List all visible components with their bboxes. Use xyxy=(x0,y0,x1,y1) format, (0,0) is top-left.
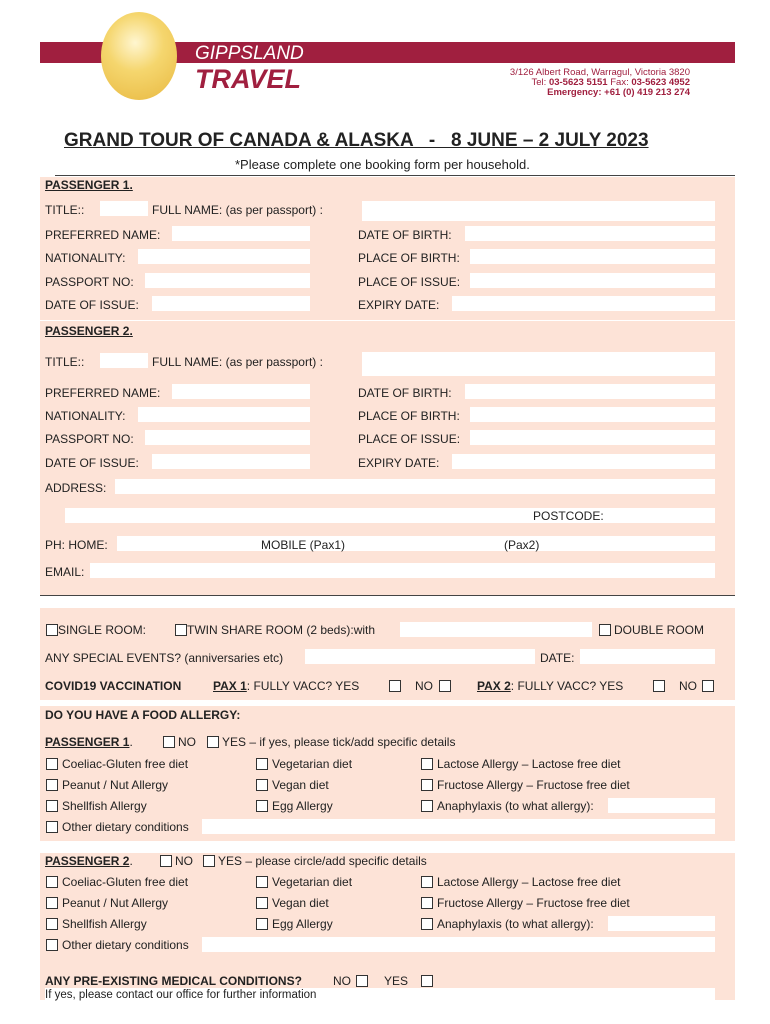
pax1-vacc xyxy=(213,679,359,693)
p2-allergy-option-label: Vegan diet xyxy=(272,896,329,910)
yes-label: YES – please circle/add specific details xyxy=(218,854,427,868)
date-label: DATE: xyxy=(540,651,575,665)
p1-other-dietary-checkbox[interactable] xyxy=(46,821,58,833)
p2-nationality-field[interactable] xyxy=(138,407,310,422)
food-allergy-heading: DO YOU HAVE A FOOD ALLERGY: xyxy=(45,708,241,722)
p1-allergy-option-checkbox[interactable] xyxy=(256,758,268,770)
p2-allergy-option-label: Shellfish Allergy xyxy=(62,917,147,931)
event-date-field[interactable] xyxy=(580,649,715,664)
p1-doi-field[interactable] xyxy=(152,296,310,311)
p1-nationality-field[interactable] xyxy=(138,249,310,264)
p1-anaphylaxis-field[interactable] xyxy=(608,798,715,813)
p1-other-dietary-label: Other dietary conditions xyxy=(62,820,189,834)
expiry-label: EXPIRY DATE: xyxy=(358,456,440,470)
address-field-1[interactable] xyxy=(115,479,715,494)
p1-allergy-option-checkbox[interactable] xyxy=(46,800,58,812)
p1-allergy-option-checkbox[interactable] xyxy=(421,758,433,770)
p2-passport-field[interactable] xyxy=(145,430,310,445)
p2-allergy-option-checkbox[interactable] xyxy=(46,876,58,888)
double-room-label: DOUBLE ROOM xyxy=(614,623,705,637)
special-events-label: ANY SPECIAL EVENTS? (anniversaries etc) xyxy=(45,651,284,665)
pax1-label: PAX 1 xyxy=(213,679,247,693)
p1-allergy-option-label: Anaphylaxis (to what allergy): xyxy=(437,799,594,813)
medical-no-label: NO xyxy=(333,974,351,988)
p1-allergy-option-checkbox[interactable] xyxy=(421,800,433,812)
p1-allergy-yes-checkbox[interactable] xyxy=(207,736,219,748)
mobile-label: MOBILE (Pax1) xyxy=(261,538,346,552)
ph-home-field[interactable] xyxy=(117,536,715,551)
poi-label: PLACE OF ISSUE: xyxy=(358,275,461,289)
pax1-question: : FULLY VACC? YES xyxy=(246,679,360,693)
pob-label: PLACE OF BIRTH: xyxy=(358,251,460,265)
p2-allergy-option-checkbox[interactable] xyxy=(421,876,433,888)
brand-bottom: TRAVEL xyxy=(195,64,301,94)
pax1-yes-checkbox[interactable] xyxy=(389,680,401,692)
p1-allergy-option-label: Lactose Allergy – Lactose free diet xyxy=(437,757,621,771)
passenger2-heading: PASSENGER 2. xyxy=(45,324,133,338)
p2-allergy-option-checkbox[interactable] xyxy=(421,897,433,909)
p1-dob-field[interactable] xyxy=(465,226,715,241)
doi-label: DATE OF ISSUE: xyxy=(45,298,139,312)
pax2-vacc xyxy=(477,679,623,693)
passenger1-heading: PASSENGER 1. xyxy=(45,178,133,192)
double-room-checkbox[interactable] xyxy=(599,624,611,636)
p1-expiry-field[interactable] xyxy=(452,296,715,311)
full-name-label: FULL NAME: (as per passport) : xyxy=(152,203,323,217)
p2-doi-field[interactable] xyxy=(152,454,310,469)
p1-allergy-no-checkbox[interactable] xyxy=(163,736,175,748)
p1-allergy-option-label: Shellfish Allergy xyxy=(62,799,147,813)
single-room-checkbox[interactable] xyxy=(46,624,58,636)
p2-allergy-option-checkbox[interactable] xyxy=(256,897,268,909)
yes-label: YES – if yes, please tick/add specific details xyxy=(222,735,456,749)
p2-preferred-name-field[interactable] xyxy=(172,384,310,399)
p2-allergy-option-label: Anaphylaxis (to what allergy): xyxy=(437,917,594,931)
p2-allergy-option-checkbox[interactable] xyxy=(421,918,433,930)
medical-yes-checkbox[interactable] xyxy=(421,975,433,987)
p1-title-field[interactable] xyxy=(100,201,148,216)
passenger1-allergy xyxy=(45,735,133,749)
p2-poi-field[interactable] xyxy=(470,430,715,445)
emergency-label: Emergency: xyxy=(547,87,602,98)
globe-logo xyxy=(101,12,177,100)
dot: . xyxy=(129,854,133,868)
pax2-question: : FULLY VACC? YES xyxy=(510,679,624,693)
pax2-label: (Pax2) xyxy=(504,538,540,552)
page-title: GRAND TOUR OF CANADA & ALASKA - 8 JUNE – 2 JULY 2023 xyxy=(64,130,649,151)
p1-allergy-option-label: Coeliac-Gluten free diet xyxy=(62,757,189,771)
poi-label: PLACE OF ISSUE: xyxy=(358,432,461,446)
p2-expiry-field[interactable] xyxy=(452,454,715,469)
p2-other-dietary-field[interactable] xyxy=(202,937,715,952)
title-label: TITLE:: xyxy=(45,355,85,369)
tel-label: Tel: xyxy=(531,77,547,88)
p1-allergy-option-label: Vegan diet xyxy=(272,778,329,792)
nationality-label: NATIONALITY: xyxy=(45,409,126,423)
p1-allergy-option-checkbox[interactable] xyxy=(256,800,268,812)
p2-full-name-field[interactable] xyxy=(362,352,715,376)
p2-other-dietary-checkbox[interactable] xyxy=(46,939,58,951)
fax-label: Fax: xyxy=(610,77,629,88)
email-field[interactable] xyxy=(90,563,715,578)
address-label: ADDRESS: xyxy=(45,481,107,495)
pob-label: PLACE OF BIRTH: xyxy=(358,409,460,423)
postcode-label: POSTCODE: xyxy=(533,509,604,523)
expiry-label: EXPIRY DATE: xyxy=(358,298,440,312)
p2-other-dietary-label: Other dietary conditions xyxy=(62,938,189,952)
tel: 03-5623 5151 xyxy=(548,77,608,88)
twin-room-checkbox[interactable] xyxy=(175,624,187,636)
passport-label: PASSPORT NO: xyxy=(45,275,134,289)
address-field-2[interactable] xyxy=(65,508,715,523)
title-label: TITLE:: xyxy=(45,203,85,217)
special-events-field[interactable] xyxy=(305,649,535,664)
p1-allergy-option-label: Peanut / Nut Allergy xyxy=(62,778,169,792)
p1-poi-field[interactable] xyxy=(470,273,715,288)
p2-allergy-option-label: Coeliac-Gluten free diet xyxy=(62,875,189,889)
ph-home-label: PH: HOME: xyxy=(45,538,108,552)
emergency-line xyxy=(510,88,690,98)
no-label: NO xyxy=(175,854,193,868)
preferred-name-label: PREFERRED NAME: xyxy=(45,386,161,400)
nationality-label: NATIONALITY: xyxy=(45,251,126,265)
p1-passport-field[interactable] xyxy=(145,273,310,288)
p2-pob-field[interactable] xyxy=(470,407,715,422)
pax2-no-label: NO xyxy=(679,679,697,693)
brand-top: GIPPSLAND xyxy=(195,43,304,64)
emergency: +61 (0) 419 213 274 xyxy=(604,87,690,98)
passport-label: PASSPORT NO: xyxy=(45,432,134,446)
p1-pob-field[interactable] xyxy=(470,249,715,264)
subtitle: *Please complete one booking form per household. xyxy=(235,157,530,172)
p2-allergy-no-checkbox[interactable] xyxy=(160,855,172,867)
single-room-label: SINGLE ROOM: xyxy=(58,623,147,637)
p1-preferred-name-field[interactable] xyxy=(172,226,310,241)
full-name-label: FULL NAME: (as per passport) : xyxy=(152,355,323,369)
p2-allergy-option-label: Fructose Allergy – Fructose free diet xyxy=(437,896,630,910)
p1-full-name-field[interactable] xyxy=(362,201,715,221)
p2-allergy-option-label: Peanut / Nut Allergy xyxy=(62,896,169,910)
p2-allergy-option-checkbox[interactable] xyxy=(46,897,58,909)
twin-share-with-field[interactable] xyxy=(400,622,592,637)
p2-title-field[interactable] xyxy=(100,353,148,368)
p2-allergy-option-checkbox[interactable] xyxy=(256,876,268,888)
p1-allergy-option-checkbox[interactable] xyxy=(46,779,58,791)
p1-other-dietary-field[interactable] xyxy=(202,819,715,834)
p2-dob-field[interactable] xyxy=(465,384,715,399)
medical-yes-label: YES xyxy=(384,974,409,988)
pax2-no-checkbox[interactable] xyxy=(702,680,714,692)
preferred-name-label: PREFERRED NAME: xyxy=(45,228,161,242)
divider xyxy=(40,595,735,596)
p2-allergy-option-label: Lactose Allergy – Lactose free diet xyxy=(437,875,621,889)
p1-allergy-option-label: Fructose Allergy – Fructose free diet xyxy=(437,778,630,792)
p1-allergy-option-checkbox[interactable] xyxy=(46,758,58,770)
twin-room-label: TWIN SHARE ROOM (2 beds):with xyxy=(187,623,376,637)
address-block xyxy=(510,68,690,98)
divider xyxy=(55,175,735,176)
covid-label: COVID19 VACCINATION xyxy=(45,679,182,693)
p2-allergy-option-label: Egg Allergy xyxy=(272,917,333,931)
pax1-no-checkbox[interactable] xyxy=(439,680,451,692)
passenger2-allergy xyxy=(45,854,133,868)
p2-anaphylaxis-field[interactable] xyxy=(608,916,715,931)
p2-label: PASSENGER 2 xyxy=(45,854,130,868)
dob-label: DATE OF BIRTH: xyxy=(358,386,452,400)
address: 3/126 Albert Road, Warragul, Victoria 3820 xyxy=(509,67,690,78)
p1-allergy-option-label: Egg Allergy xyxy=(272,799,333,813)
no-label: NO xyxy=(178,735,196,749)
dot: . xyxy=(129,735,133,749)
pax2-yes-checkbox[interactable] xyxy=(653,680,665,692)
p1-label: PASSENGER 1 xyxy=(45,735,130,749)
p1-allergy-option-label: Vegetarian diet xyxy=(272,757,353,771)
fax: 03-5623 4952 xyxy=(631,77,690,88)
p2-allergy-option-checkbox[interactable] xyxy=(46,918,58,930)
medical-info: If yes, please contact our office for further information xyxy=(45,989,317,1001)
p2-allergy-yes-checkbox[interactable] xyxy=(203,855,215,867)
email-label: EMAIL: xyxy=(45,565,85,579)
medical-question: ANY PRE-EXISTING MEDICAL CONDITIONS? xyxy=(45,974,302,988)
p1-allergy-option-checkbox[interactable] xyxy=(421,779,433,791)
dob-label: DATE OF BIRTH: xyxy=(358,228,452,242)
p2-allergy-option-label: Vegetarian diet xyxy=(272,875,353,889)
pax1-no-label: NO xyxy=(415,679,433,693)
medical-no-checkbox[interactable] xyxy=(356,975,368,987)
pax2-label: PAX 2 xyxy=(477,679,511,693)
p2-allergy-option-checkbox[interactable] xyxy=(256,918,268,930)
doi-label: DATE OF ISSUE: xyxy=(45,456,139,470)
p1-allergy-option-checkbox[interactable] xyxy=(256,779,268,791)
